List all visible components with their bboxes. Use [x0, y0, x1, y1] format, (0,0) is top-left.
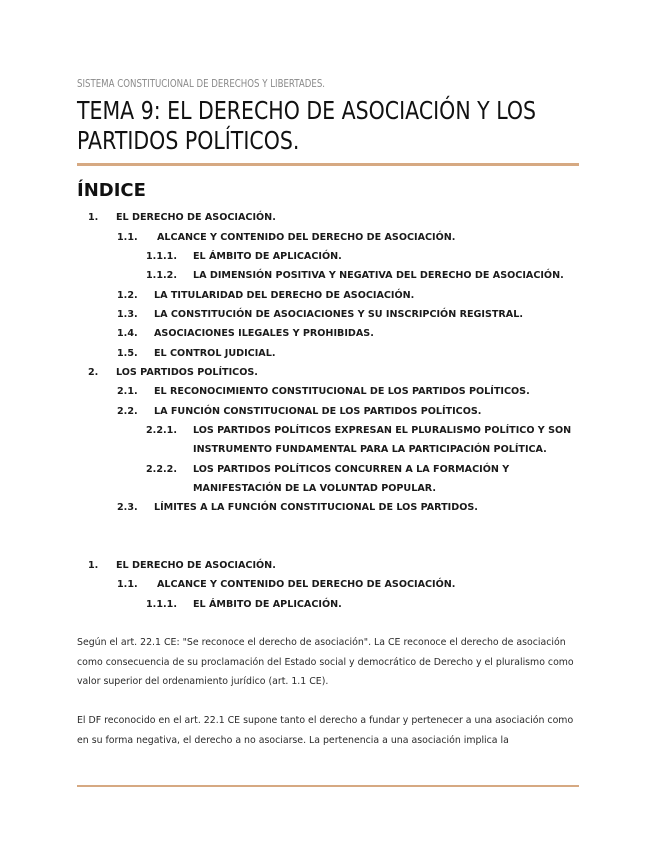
index-heading: ÍNDICE [77, 180, 146, 201]
section-text: ALCANCE Y CONTENIDO DEL DERECHO DE ASOCIACIÓN. [157, 579, 456, 590]
section-number: 1.1.1. [146, 599, 177, 610]
toc-text: EL DERECHO DE ASOCIACIÓN. [116, 212, 276, 223]
toc-number: 2.2.1. [146, 425, 177, 436]
toc-text: LOS PARTIDOS POLÍTICOS EXPRESAN EL PLURALISMO POLÍTICO Y SON [193, 425, 572, 436]
toc-number: 1.2. [117, 290, 138, 301]
toc-number: 2.1. [117, 386, 138, 397]
document-title: TEMA 9: EL DERECHO DE ASOCIACIÓN Y LOS PARTIDOS POLÍTICOS. [77, 96, 537, 155]
toc-text: LA CONSTITUCIÓN DE ASOCIACIONES Y SU INSCRIPCIÓN REGISTRAL. [154, 309, 523, 320]
toc-number: 1.3. [117, 309, 138, 320]
toc-text: LA FUNCIÓN CONSTITUCIONAL DE LOS PARTIDOS POLÍTICOS. [154, 406, 482, 417]
toc-number: 1.1.1. [146, 251, 177, 262]
toc-text: ALCANCE Y CONTENIDO DEL DERECHO DE ASOCIACIÓN. [157, 232, 456, 243]
toc-number: 1.1.2. [146, 270, 177, 281]
toc-text: LOS PARTIDOS POLÍTICOS. [116, 367, 258, 378]
toc-text: LA TITULARIDAD DEL DERECHO DE ASOCIACIÓN. [154, 290, 415, 301]
toc-text: EL ÁMBITO DE APLICACIÓN. [193, 251, 342, 262]
toc-number: 1.1. [117, 232, 138, 243]
section-text: EL DERECHO DE ASOCIACIÓN. [116, 560, 276, 571]
toc-number: 2.3. [117, 502, 138, 513]
toc-number: 1.5. [117, 348, 138, 359]
toc-number: 2.2. [117, 406, 138, 417]
toc-number: 1. [88, 212, 99, 223]
toc-number: 1.4. [117, 328, 138, 339]
toc-text: EL CONTROL JUDICIAL. [154, 348, 276, 359]
footer-divider [77, 785, 579, 787]
toc-text: MANIFESTACIÓN DE LA VOLUNTAD POPULAR. [193, 483, 436, 494]
toc-text: LOS PARTIDOS POLÍTICOS CONCURREN A LA FORMACIÓN Y [193, 464, 510, 475]
body-paragraph: Según el art. 22.1 CE: "Se reconoce el derecho de asociación". La CE reconoce el derecho de asociación como consecuencia de su proclamación del Estado social y democrático de Derecho y el pluralismo como valor superior del ordenamiento jurídico (art. 1.1 CE). [77, 637, 574, 687]
toc-text: LÍMITES A LA FUNCIÓN CONSTITUCIONAL DE LOS PARTIDOS. [154, 502, 478, 513]
body-paragraph: El DF reconocido en el art. 22.1 CE supone tanto el derecho a fundar y pertenecer a una asociación como en su forma negativa, el derecho a no asociarse. La pertenencia a una asociación implica la [77, 715, 574, 746]
section-number: 1. [88, 560, 99, 571]
toc-number: 2. [88, 367, 99, 378]
toc-number: 2.2.2. [146, 464, 177, 475]
section-text: EL ÁMBITO DE APLICACIÓN. [193, 599, 342, 610]
toc-text: ASOCIACIONES ILEGALES Y PROHIBIDAS. [154, 328, 374, 339]
toc-text: LA DIMENSIÓN POSITIVA Y NEGATIVA DEL DERECHO DE ASOCIACIÓN. [193, 270, 564, 281]
document-subtitle: SISTEMA CONSTITUCIONAL DE DERECHOS Y LIBERTADES. [77, 78, 326, 90]
section-number: 1.1. [117, 579, 138, 590]
toc-text: EL RECONOCIMIENTO CONSTITUCIONAL DE LOS PARTIDOS POLÍTICOS. [154, 386, 530, 397]
toc-text: INSTRUMENTO FUNDAMENTAL PARA LA PARTICIPACIÓN POLÍTICA. [193, 444, 547, 455]
header-divider [77, 163, 579, 166]
